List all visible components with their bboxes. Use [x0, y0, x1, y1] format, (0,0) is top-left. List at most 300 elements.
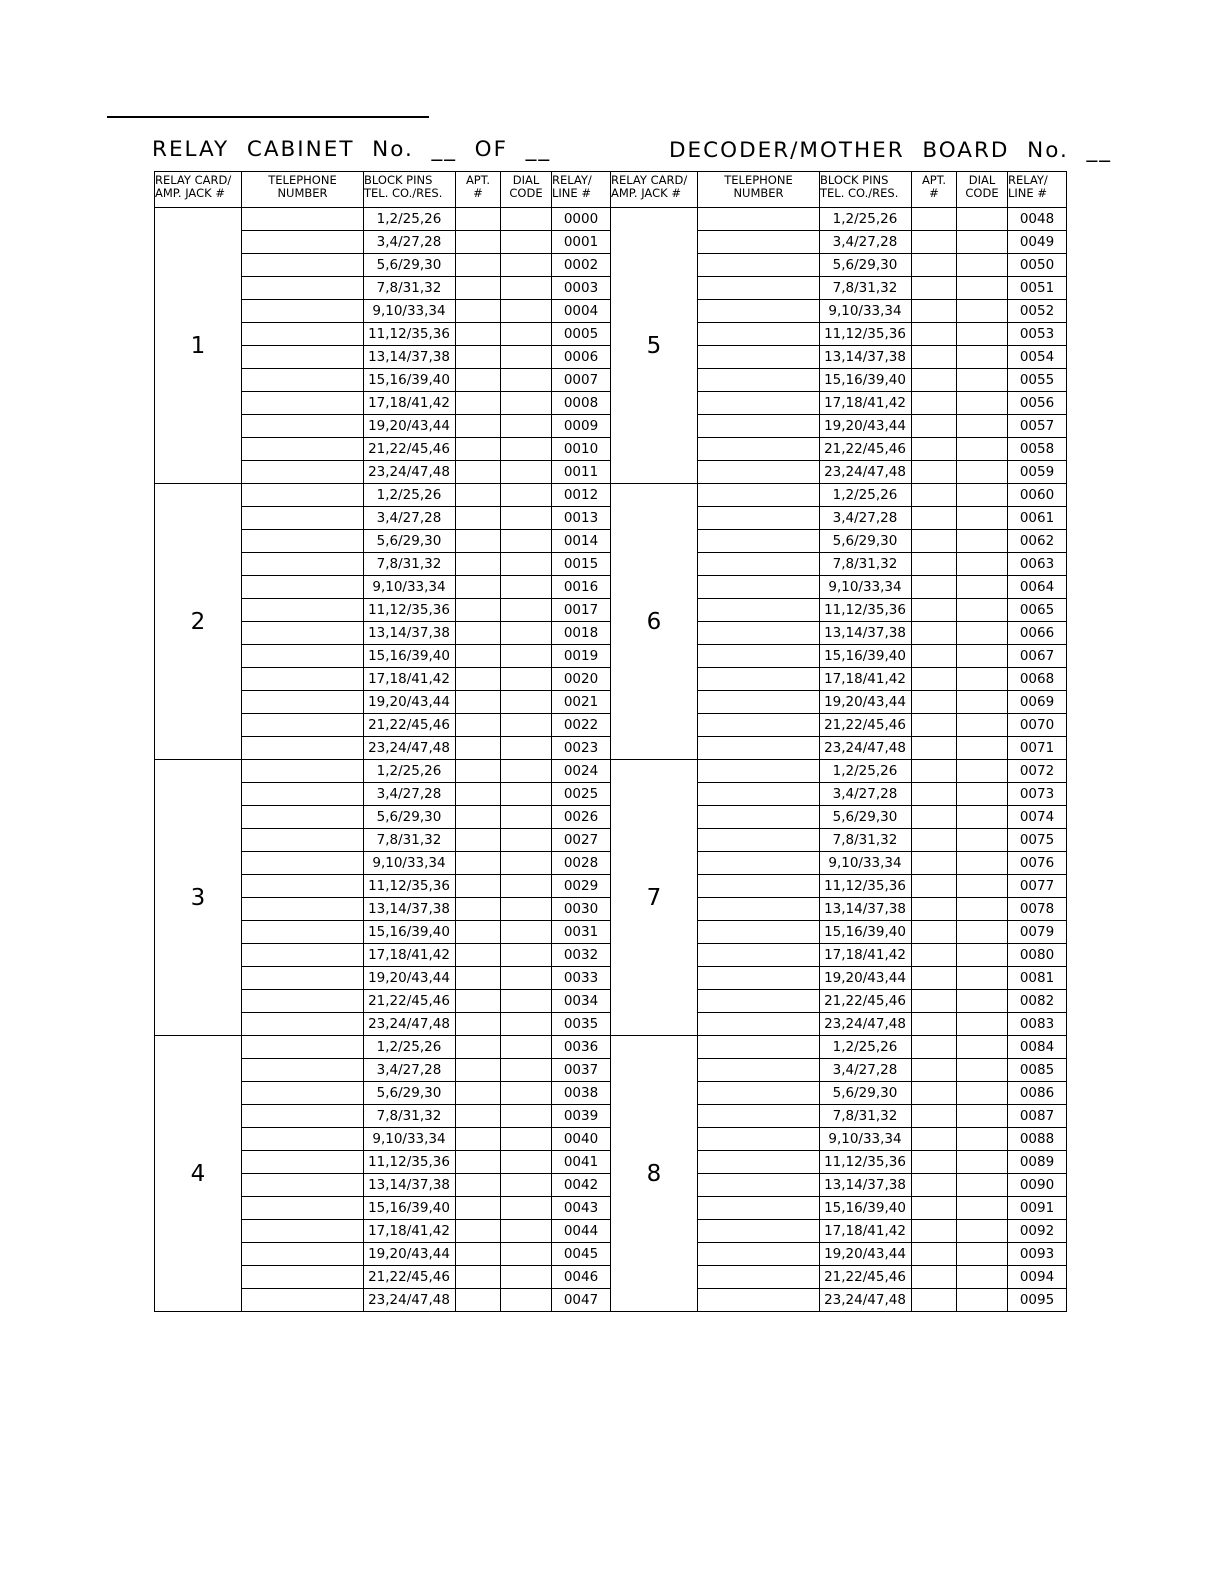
apt-number-field[interactable] [456, 599, 501, 622]
dial-code-field[interactable] [501, 415, 552, 438]
telephone-number-field[interactable] [242, 921, 364, 944]
block-pins-cell: 23,24/47,48 [820, 737, 912, 760]
telephone-number-field[interactable] [698, 484, 820, 507]
telephone-number-field[interactable] [242, 668, 364, 691]
dial-code-field[interactable] [501, 392, 552, 415]
telephone-number-field[interactable] [698, 1266, 820, 1289]
apt-number-field[interactable] [912, 944, 957, 967]
telephone-number-field[interactable] [698, 1036, 820, 1059]
relay-line-number: 0039 [552, 1105, 611, 1128]
telephone-number-field[interactable] [698, 944, 820, 967]
telephone-number-field[interactable] [698, 898, 820, 921]
telephone-number-field[interactable] [242, 622, 364, 645]
apt-number-field[interactable] [456, 1243, 501, 1266]
apt-number-field[interactable] [912, 921, 957, 944]
apt-number-field[interactable] [912, 1220, 957, 1243]
apt-number-field[interactable] [912, 691, 957, 714]
apt-number-field[interactable] [456, 691, 501, 714]
telephone-number-field[interactable] [242, 737, 364, 760]
apt-number-field[interactable] [456, 1105, 501, 1128]
apt-number-field[interactable] [456, 1289, 501, 1312]
telephone-number-field[interactable] [242, 875, 364, 898]
telephone-number-field[interactable] [698, 369, 820, 392]
dial-code-field[interactable] [501, 438, 552, 461]
telephone-number-field[interactable] [242, 1082, 364, 1105]
apt-number-field[interactable] [456, 1220, 501, 1243]
apt-number-field[interactable] [456, 1174, 501, 1197]
relay-line-number: 0010 [552, 438, 611, 461]
dial-code-field[interactable] [501, 668, 552, 691]
apt-number-field[interactable] [912, 1059, 957, 1082]
dial-code-field[interactable] [501, 1059, 552, 1082]
apt-number-field[interactable] [912, 714, 957, 737]
dial-code-field[interactable] [957, 645, 1008, 668]
telephone-number-field[interactable] [242, 645, 364, 668]
apt-number-field[interactable] [456, 484, 501, 507]
telephone-number-field[interactable] [698, 346, 820, 369]
apt-number-field[interactable] [912, 967, 957, 990]
dial-code-field[interactable] [957, 553, 1008, 576]
apt-number-field[interactable] [456, 208, 501, 231]
telephone-number-field[interactable] [242, 1220, 364, 1243]
dial-code-field[interactable] [957, 1197, 1008, 1220]
dial-code-field[interactable] [501, 1105, 552, 1128]
dial-code-field[interactable] [501, 1013, 552, 1036]
dial-code-field[interactable] [501, 576, 552, 599]
dial-code-field[interactable] [957, 1243, 1008, 1266]
dial-code-field[interactable] [957, 507, 1008, 530]
telephone-number-field[interactable] [242, 208, 364, 231]
dial-code-field[interactable] [957, 1036, 1008, 1059]
telephone-number-field[interactable] [242, 829, 364, 852]
telephone-number-field[interactable] [698, 1105, 820, 1128]
relay-line-number: 0079 [1008, 921, 1067, 944]
dial-code-field[interactable] [957, 346, 1008, 369]
apt-number-field[interactable] [912, 852, 957, 875]
telephone-number-field[interactable] [242, 599, 364, 622]
dial-code-field[interactable] [957, 829, 1008, 852]
block-pins-cell: 15,16/39,40 [364, 645, 456, 668]
dial-code-field[interactable] [501, 1220, 552, 1243]
apt-number-field[interactable] [912, 1013, 957, 1036]
apt-number-field[interactable] [456, 576, 501, 599]
telephone-number-field[interactable] [698, 1220, 820, 1243]
telephone-number-field[interactable] [698, 921, 820, 944]
telephone-number-field[interactable] [698, 783, 820, 806]
telephone-number-field[interactable] [698, 208, 820, 231]
apt-number-field[interactable] [912, 392, 957, 415]
telephone-number-field[interactable] [242, 990, 364, 1013]
apt-number-field[interactable] [912, 875, 957, 898]
telephone-number-field[interactable] [698, 438, 820, 461]
apt-number-field[interactable] [912, 1174, 957, 1197]
telephone-number-field[interactable] [698, 300, 820, 323]
telephone-number-field[interactable] [698, 737, 820, 760]
apt-number-field[interactable] [456, 668, 501, 691]
dial-code-field[interactable] [501, 967, 552, 990]
telephone-number-field[interactable] [242, 783, 364, 806]
block-pins-cell: 13,14/37,38 [364, 898, 456, 921]
dial-code-field[interactable] [501, 1082, 552, 1105]
apt-number-field[interactable] [456, 1128, 501, 1151]
apt-number-field[interactable] [912, 760, 957, 783]
apt-number-field[interactable] [912, 576, 957, 599]
dial-code-field[interactable] [501, 806, 552, 829]
apt-number-field[interactable] [456, 369, 501, 392]
dial-code-field[interactable] [957, 1128, 1008, 1151]
dial-code-field[interactable] [501, 231, 552, 254]
dial-code-field[interactable] [501, 829, 552, 852]
dial-code-field[interactable] [501, 760, 552, 783]
telephone-number-field[interactable] [698, 714, 820, 737]
telephone-number-field[interactable] [242, 852, 364, 875]
dial-code-field[interactable] [957, 737, 1008, 760]
telephone-number-field[interactable] [698, 254, 820, 277]
dial-code-field[interactable] [957, 277, 1008, 300]
dial-code-field[interactable] [501, 300, 552, 323]
apt-number-field[interactable] [456, 622, 501, 645]
apt-number-field[interactable] [456, 944, 501, 967]
dial-code-field[interactable] [957, 599, 1008, 622]
telephone-number-field[interactable] [242, 1036, 364, 1059]
apt-number-field[interactable] [912, 484, 957, 507]
apt-number-field[interactable] [912, 898, 957, 921]
dial-code-field[interactable] [957, 323, 1008, 346]
dial-code-field[interactable] [957, 1220, 1008, 1243]
apt-number-field[interactable] [456, 1059, 501, 1082]
dial-code-field[interactable] [501, 645, 552, 668]
telephone-number-field[interactable] [698, 1082, 820, 1105]
apt-number-field[interactable] [912, 300, 957, 323]
apt-number-field[interactable] [912, 1036, 957, 1059]
telephone-number-field[interactable] [242, 323, 364, 346]
dial-code-field[interactable] [501, 553, 552, 576]
telephone-number-field[interactable] [242, 714, 364, 737]
dial-code-field[interactable] [957, 967, 1008, 990]
telephone-number-field[interactable] [242, 1151, 364, 1174]
relay-line-number: 0026 [552, 806, 611, 829]
apt-number-field[interactable] [912, 990, 957, 1013]
relay-line-number: 0008 [552, 392, 611, 415]
telephone-number-field[interactable] [242, 1197, 364, 1220]
telephone-number-field[interactable] [698, 461, 820, 484]
apt-number-field[interactable] [456, 553, 501, 576]
telephone-number-field[interactable] [242, 1013, 364, 1036]
apt-number-field[interactable] [912, 277, 957, 300]
telephone-number-field[interactable] [698, 576, 820, 599]
dial-code-field[interactable] [957, 530, 1008, 553]
block-pins-cell: 7,8/31,32 [820, 277, 912, 300]
apt-number-field[interactable] [912, 1151, 957, 1174]
telephone-number-field[interactable] [698, 691, 820, 714]
dial-code-field[interactable] [501, 1197, 552, 1220]
telephone-number-field[interactable] [242, 553, 364, 576]
apt-number-field[interactable] [456, 392, 501, 415]
apt-number-field[interactable] [456, 1036, 501, 1059]
dial-code-field[interactable] [957, 484, 1008, 507]
telephone-number-field[interactable] [698, 668, 820, 691]
apt-number-field[interactable] [912, 254, 957, 277]
apt-number-field[interactable] [456, 323, 501, 346]
telephone-number-field[interactable] [698, 1151, 820, 1174]
dial-code-field[interactable] [957, 714, 1008, 737]
dial-code-field[interactable] [957, 1082, 1008, 1105]
apt-number-field[interactable] [912, 346, 957, 369]
apt-number-field[interactable] [912, 231, 957, 254]
apt-number-field[interactable] [912, 553, 957, 576]
apt-number-field[interactable] [456, 1197, 501, 1220]
telephone-number-field[interactable] [698, 392, 820, 415]
apt-number-field[interactable] [912, 1289, 957, 1312]
apt-number-field[interactable] [456, 898, 501, 921]
dial-code-field[interactable] [957, 1266, 1008, 1289]
telephone-number-field[interactable] [698, 806, 820, 829]
dial-code-field[interactable] [957, 415, 1008, 438]
telephone-number-field[interactable] [698, 599, 820, 622]
apt-number-field[interactable] [912, 599, 957, 622]
apt-number-field[interactable] [912, 1128, 957, 1151]
telephone-number-field[interactable] [698, 553, 820, 576]
dial-code-field[interactable] [501, 530, 552, 553]
relay-line-number: 0015 [552, 553, 611, 576]
dial-code-field[interactable] [957, 208, 1008, 231]
telephone-number-field[interactable] [698, 622, 820, 645]
apt-number-field[interactable] [456, 783, 501, 806]
dial-code-field[interactable] [957, 461, 1008, 484]
dial-code-field[interactable] [957, 1059, 1008, 1082]
dial-code-field[interactable] [501, 1174, 552, 1197]
telephone-number-field[interactable] [698, 530, 820, 553]
dial-code-field[interactable] [501, 461, 552, 484]
telephone-number-field[interactable] [242, 1289, 364, 1312]
dial-code-field[interactable] [957, 300, 1008, 323]
apt-number-field[interactable] [912, 1243, 957, 1266]
apt-number-field[interactable] [456, 714, 501, 737]
dial-code-field[interactable] [501, 1266, 552, 1289]
dial-code-field[interactable] [501, 875, 552, 898]
apt-number-field[interactable] [456, 1151, 501, 1174]
apt-number-field[interactable] [456, 806, 501, 829]
telephone-number-field[interactable] [698, 852, 820, 875]
dial-code-field[interactable] [957, 438, 1008, 461]
telephone-number-field[interactable] [242, 1059, 364, 1082]
dial-code-field[interactable] [957, 691, 1008, 714]
telephone-number-field[interactable] [242, 369, 364, 392]
telephone-number-field[interactable] [698, 415, 820, 438]
dial-code-field[interactable] [501, 921, 552, 944]
dial-code-field[interactable] [957, 369, 1008, 392]
dial-code-field[interactable] [957, 921, 1008, 944]
dial-code-field[interactable] [957, 1174, 1008, 1197]
apt-number-field[interactable] [912, 323, 957, 346]
apt-number-field[interactable] [456, 231, 501, 254]
dial-code-field[interactable] [957, 231, 1008, 254]
telephone-number-field[interactable] [698, 1059, 820, 1082]
telephone-number-field[interactable] [242, 691, 364, 714]
telephone-number-field[interactable] [698, 875, 820, 898]
apt-number-field[interactable] [456, 921, 501, 944]
telephone-number-field[interactable] [242, 346, 364, 369]
dial-code-field[interactable] [501, 484, 552, 507]
dial-code-field[interactable] [501, 254, 552, 277]
telephone-number-field[interactable] [242, 576, 364, 599]
dial-code-field[interactable] [957, 783, 1008, 806]
dial-code-field[interactable] [501, 1128, 552, 1151]
apt-number-field[interactable] [456, 1082, 501, 1105]
dial-code-field[interactable] [957, 1151, 1008, 1174]
telephone-number-field[interactable] [698, 1243, 820, 1266]
apt-number-field[interactable] [456, 645, 501, 668]
telephone-number-field[interactable] [698, 760, 820, 783]
telephone-number-field[interactable] [698, 967, 820, 990]
apt-number-field[interactable] [456, 1013, 501, 1036]
telephone-number-field[interactable] [242, 254, 364, 277]
telephone-number-field[interactable] [242, 277, 364, 300]
apt-number-field[interactable] [912, 1266, 957, 1289]
telephone-number-field[interactable] [242, 484, 364, 507]
telephone-number-field[interactable] [698, 231, 820, 254]
dial-code-field[interactable] [501, 323, 552, 346]
telephone-number-field[interactable] [242, 1105, 364, 1128]
telephone-number-field[interactable] [698, 1013, 820, 1036]
dial-code-field[interactable] [501, 852, 552, 875]
apt-number-field[interactable] [456, 852, 501, 875]
dial-code-field[interactable] [957, 806, 1008, 829]
dial-code-field[interactable] [501, 898, 552, 921]
dial-code-field[interactable] [501, 208, 552, 231]
apt-number-field[interactable] [456, 967, 501, 990]
dial-code-field[interactable] [957, 1013, 1008, 1036]
telephone-number-field[interactable] [242, 967, 364, 990]
apt-number-field[interactable] [912, 1082, 957, 1105]
dial-code-field[interactable] [501, 783, 552, 806]
telephone-number-field[interactable] [698, 1128, 820, 1151]
telephone-number-field[interactable] [242, 461, 364, 484]
apt-number-field[interactable] [456, 346, 501, 369]
apt-number-field[interactable] [912, 622, 957, 645]
dial-code-field[interactable] [501, 599, 552, 622]
telephone-number-field[interactable] [242, 507, 364, 530]
dial-code-field[interactable] [501, 622, 552, 645]
dial-code-field[interactable] [957, 576, 1008, 599]
apt-number-field[interactable] [456, 990, 501, 1013]
apt-number-field[interactable] [456, 507, 501, 530]
apt-number-field[interactable] [912, 1105, 957, 1128]
dial-code-field[interactable] [957, 254, 1008, 277]
apt-number-field[interactable] [912, 461, 957, 484]
telephone-number-field[interactable] [242, 1266, 364, 1289]
telephone-number-field[interactable] [242, 1174, 364, 1197]
telephone-number-field[interactable] [242, 530, 364, 553]
apt-number-field[interactable] [456, 737, 501, 760]
dial-code-field[interactable] [957, 898, 1008, 921]
dial-code-field[interactable] [957, 852, 1008, 875]
dial-code-field[interactable] [957, 760, 1008, 783]
telephone-number-field[interactable] [698, 990, 820, 1013]
dial-code-field[interactable] [501, 737, 552, 760]
dial-code-field[interactable] [501, 346, 552, 369]
telephone-number-field[interactable] [242, 944, 364, 967]
dial-code-field[interactable] [957, 1289, 1008, 1312]
relay-line-number: 0046 [552, 1266, 611, 1289]
telephone-number-field[interactable] [242, 760, 364, 783]
apt-number-field[interactable] [912, 415, 957, 438]
apt-number-field[interactable] [912, 783, 957, 806]
dial-code-field[interactable] [501, 944, 552, 967]
telephone-number-field[interactable] [242, 438, 364, 461]
telephone-number-field[interactable] [242, 1243, 364, 1266]
apt-number-field[interactable] [456, 1266, 501, 1289]
apt-number-field[interactable] [912, 530, 957, 553]
apt-number-field[interactable] [456, 760, 501, 783]
telephone-number-field[interactable] [698, 829, 820, 852]
dial-code-field[interactable] [957, 392, 1008, 415]
telephone-number-field[interactable] [698, 507, 820, 530]
dial-code-field[interactable] [957, 875, 1008, 898]
dial-code-field[interactable] [957, 944, 1008, 967]
apt-number-field[interactable] [912, 806, 957, 829]
apt-number-field[interactable] [912, 737, 957, 760]
dial-code-field[interactable] [501, 1289, 552, 1312]
telephone-number-field[interactable] [242, 231, 364, 254]
telephone-number-field[interactable] [698, 1289, 820, 1312]
apt-number-field[interactable] [912, 668, 957, 691]
dial-code-field[interactable] [957, 1105, 1008, 1128]
apt-number-field[interactable] [912, 829, 957, 852]
dial-code-field[interactable] [501, 714, 552, 737]
apt-number-field[interactable] [456, 530, 501, 553]
telephone-number-field[interactable] [698, 645, 820, 668]
telephone-number-field[interactable] [242, 1128, 364, 1151]
apt-number-field[interactable] [912, 645, 957, 668]
apt-number-field[interactable] [912, 438, 957, 461]
apt-number-field[interactable] [912, 507, 957, 530]
telephone-number-field[interactable] [242, 806, 364, 829]
telephone-number-field[interactable] [698, 1197, 820, 1220]
dial-code-field[interactable] [501, 1036, 552, 1059]
dial-code-field[interactable] [501, 691, 552, 714]
dial-code-field[interactable] [957, 622, 1008, 645]
apt-number-field[interactable] [456, 300, 501, 323]
dial-code-field[interactable] [501, 277, 552, 300]
apt-number-field[interactable] [912, 1197, 957, 1220]
telephone-number-field[interactable] [242, 415, 364, 438]
apt-number-field[interactable] [456, 415, 501, 438]
telephone-number-field[interactable] [242, 300, 364, 323]
apt-number-field[interactable] [912, 208, 957, 231]
apt-number-field[interactable] [912, 369, 957, 392]
telephone-number-field[interactable] [242, 392, 364, 415]
apt-number-field[interactable] [456, 461, 501, 484]
apt-number-field[interactable] [456, 875, 501, 898]
apt-number-field[interactable] [456, 277, 501, 300]
telephone-number-field[interactable] [698, 323, 820, 346]
dial-code-field[interactable] [501, 369, 552, 392]
dial-code-field[interactable] [501, 507, 552, 530]
relay-line-number: 0049 [1008, 231, 1067, 254]
telephone-number-field[interactable] [698, 277, 820, 300]
dial-code-field[interactable] [957, 668, 1008, 691]
dial-code-field[interactable] [957, 990, 1008, 1013]
telephone-number-field[interactable] [698, 1174, 820, 1197]
apt-number-field[interactable] [456, 438, 501, 461]
dial-code-field[interactable] [501, 1243, 552, 1266]
dial-code-field[interactable] [501, 1151, 552, 1174]
apt-number-field[interactable] [456, 829, 501, 852]
apt-number-field[interactable] [456, 254, 501, 277]
dial-code-field[interactable] [501, 990, 552, 1013]
telephone-number-field[interactable] [242, 898, 364, 921]
